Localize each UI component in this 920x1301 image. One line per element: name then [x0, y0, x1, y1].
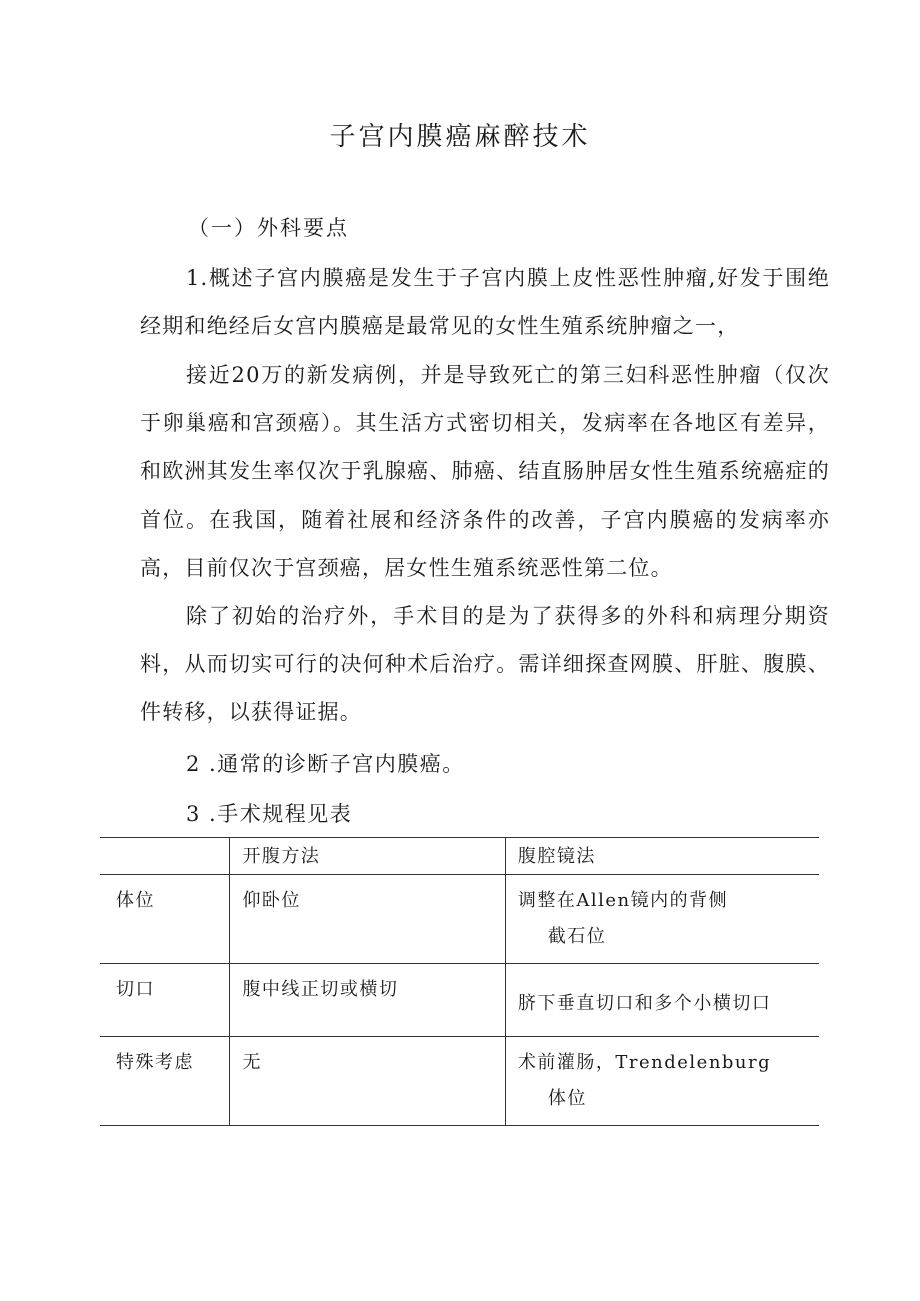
table-row — [100, 1037, 819, 1126]
table-header-open: 开腹方法 — [230, 838, 505, 875]
laparoscopic-line: 术前灌肠，Trendelenburg — [517, 1052, 772, 1073]
laparoscopic-cell — [505, 1037, 819, 1126]
table-header-row — [100, 838, 819, 875]
section-heading: （一）外科要点 — [188, 216, 349, 240]
row-label: 特殊考虑 — [100, 1037, 230, 1126]
table-header-laparoscopic: 腹腔镜法 — [505, 838, 819, 875]
table-row — [100, 875, 819, 964]
open-method-cell: 无 — [230, 1037, 505, 1126]
procedure-table — [100, 837, 819, 1126]
table-row — [100, 964, 819, 1037]
list-item-procedure-table: 3 .手术规程见表 — [186, 802, 353, 826]
paragraph-epidemiology: 接近20万的新发病例，并是导致死亡的第三妇科恶性肿瘤（仅次于卵巢癌和宫颈癌）。其生活方式密切相关，发病率在各地区有差异，和欧洲其发生率仅次于乳腺癌、肺癌、结直肠肿居女性生殖系统癌症的首位。在我国，随着社展和经济条件的改善，子宫内膜癌的发病率亦高，目前仅次于宫颈癌，居女性生殖系统恶性第二位。 — [140, 363, 830, 580]
list-item-diagnosis: 2 .通常的诊断子宫内膜癌。 — [186, 752, 465, 776]
laparoscopic-line: 调整在Allen镜内的背侧 — [517, 890, 729, 911]
document-title: 子宫内膜癌麻醉技术 — [329, 122, 591, 152]
laparoscopic-cell — [505, 875, 819, 964]
paragraph-surgery-goal: 除了初始的治疗外，手术目的是为了获得多的外科和病理分期资料，从而切实可行的决何种术后治疗。需详细探查网膜、肝脏、腹膜、件转移，以获得证据。 — [140, 604, 830, 725]
laparoscopic-line: 脐下垂直切口和多个小横切口 — [517, 993, 772, 1014]
open-method-cell: 腹中线正切或横切 — [230, 964, 505, 1037]
open-method-cell: 仰卧位 — [230, 875, 505, 964]
laparoscopic-line: 截石位 — [547, 926, 607, 947]
row-label: 切口 — [100, 964, 230, 1037]
table-header-cell — [100, 838, 230, 875]
paragraph-overview: 1.概述子宫内膜癌是发生于子宫内膜上皮性恶性肿瘤,好发于围绝经期和绝经后女宫内膜癌是最常见的女性生殖系统肿瘤之一， — [140, 266, 830, 339]
laparoscopic-cell — [505, 964, 819, 1037]
laparoscopic-line: 体位 — [547, 1088, 587, 1109]
row-label: 体位 — [100, 875, 230, 964]
